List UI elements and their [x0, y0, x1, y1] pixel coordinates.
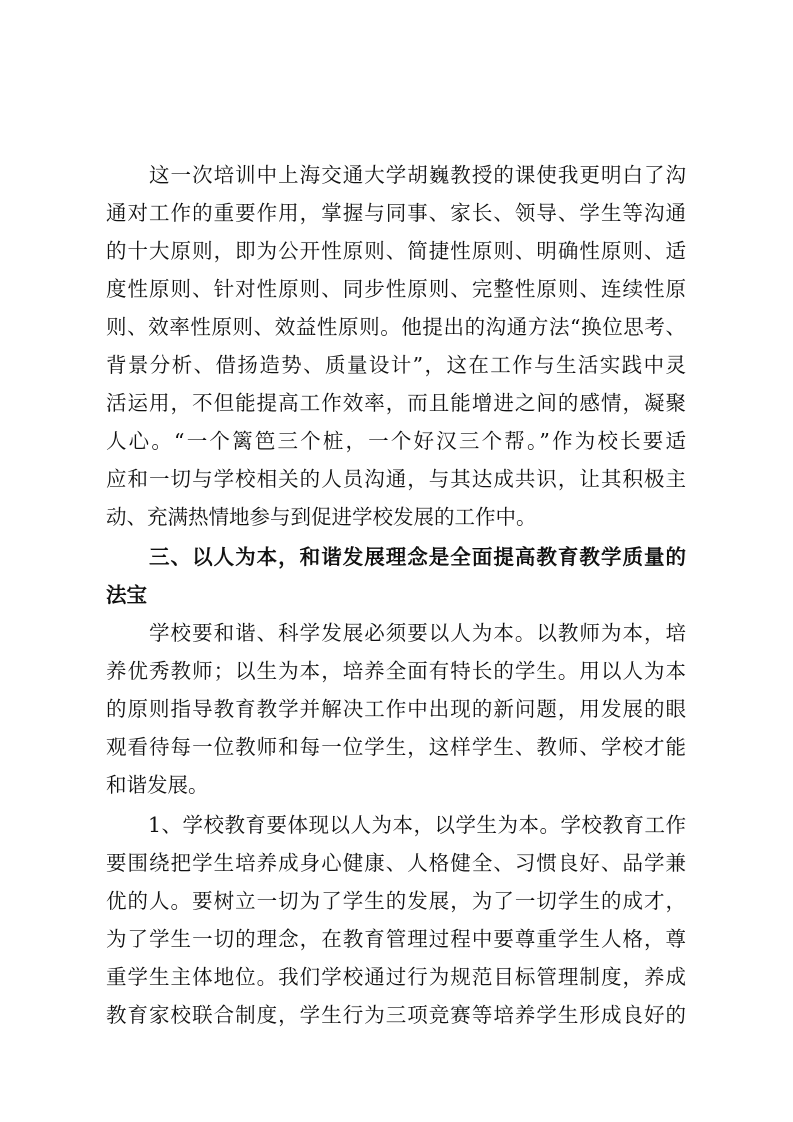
heading-line: 三、以人为本，和谐发展理念是全面提高教育教学质量的 [106, 545, 686, 569]
text-line: 人心。“一个篱笆三个桩，一个好汉三个帮。”作为校长要适 [106, 429, 686, 453]
section-heading [106, 538, 686, 614]
text-line: 1、学校教育要体现以人为本，以学生为本。学校教育工作 [106, 813, 686, 837]
paragraph-communication [106, 156, 686, 536]
text-line: 优的人。要树立一切为了学生的发展，为了一切学生的成才， [106, 889, 686, 913]
paragraph-people-oriented [106, 614, 686, 804]
text-line: 和谐发展。 [106, 773, 209, 797]
text-line: 养优秀教师；以生为本，培养全面有特长的学生。用以人为本 [106, 659, 686, 683]
text-line: 要围绕把学生培养成身心健康、人格健全、习惯良好、品学兼 [106, 851, 686, 875]
text-line: 动、充满热情地参与到促进学校发展的工作中。 [106, 505, 537, 529]
text-line: 的原则指导教育教学并解决工作中出现的新问题，用发展的眼 [106, 697, 686, 721]
text-line: 学校要和谐、科学发展必须要以人为本。以教师为本，培 [106, 621, 686, 645]
document-body [106, 156, 686, 1034]
text-line: 这一次培训中上海交通大学胡巍教授的课使我更明白了沟 [106, 163, 686, 187]
text-line: 度性原则、针对性原则、同步性原则、完整性原则、连续性原 [106, 277, 686, 301]
text-line: 为了学生一切的理念，在教育管理过程中要尊重学生人格，尊 [106, 927, 686, 951]
paragraph-student-oriented [106, 806, 686, 1034]
text-line: 重学生主体地位。我们学校通过行为规范目标管理制度，养成 [106, 965, 686, 989]
text-line: 背景分析、借扬造势、质量设计”，这在工作与生活实践中灵 [106, 353, 686, 377]
text-line: 活运用，不但能提高工作效率，而且能增进之间的感情，凝聚 [106, 391, 686, 415]
text-line: 观看待每一位教师和每一位学生，这样学生、教师、学校才能 [106, 735, 686, 759]
text-line: 则、效率性原则、效益性原则。他提出的沟通方法“换位思考、 [106, 315, 686, 339]
text-line: 通对工作的重要作用，掌握与同事、家长、领导、学生等沟通 [106, 201, 686, 225]
text-line: 教育家校联合制度，学生行为三项竞赛等培养学生形成良好的 [106, 1003, 686, 1027]
heading-line: 法宝 [106, 583, 147, 607]
text-line: 应和一切与学校相关的人员沟通，与其达成共识，让其积极主 [106, 467, 686, 491]
text-line: 的十大原则，即为公开性原则、简捷性原则、明确性原则、适 [106, 239, 686, 263]
